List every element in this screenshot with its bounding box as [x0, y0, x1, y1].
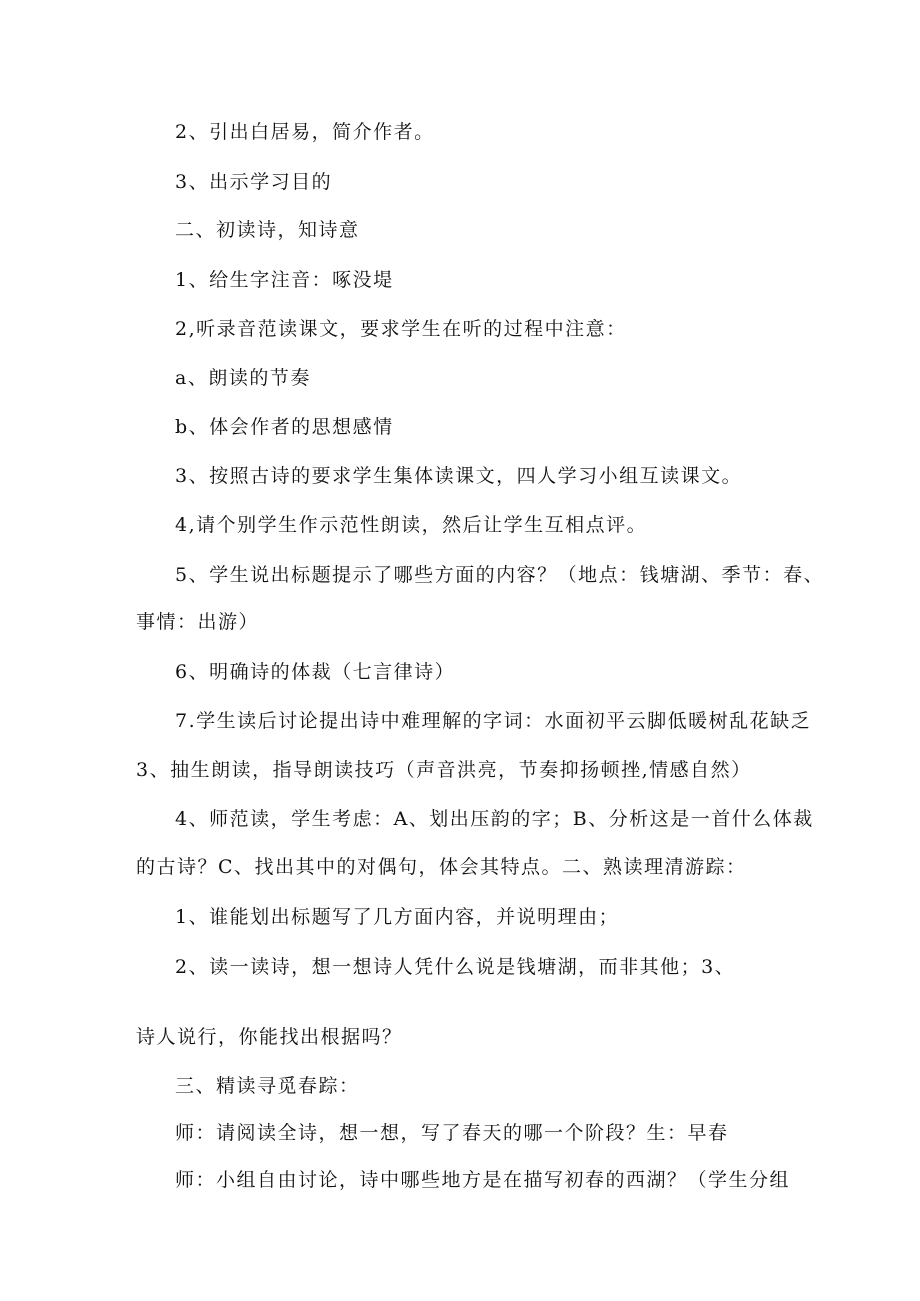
text-line: 3、出示学习目的: [175, 171, 333, 193]
text-line: 6、明确诗的体裁（七言律诗）: [175, 661, 456, 683]
text-line: 师：请阅读全诗，想一想，写了春天的哪一个阶段？生：早春: [175, 1122, 729, 1144]
text-line: 1、给生字注音：啄没堤: [175, 269, 394, 291]
section-heading: 二、初读诗，知诗意: [175, 219, 360, 241]
text-line: a、朗读的节奏: [175, 367, 311, 389]
text-line: 诗人说行，你能找出根据吗？: [136, 1026, 403, 1048]
text-line: 2、引出白居易，简介作者。: [175, 121, 435, 143]
section-heading: 三、精读寻觅春踪：: [175, 1075, 360, 1097]
text-line: 师：小组自由讨论，诗中哪些地方是在描写初春的西湖？（学生分组: [175, 1169, 791, 1191]
text-line: 5、学生说出标题提示了哪些方面的内容？（地点：钱塘湖、季节：春、: [175, 564, 825, 586]
text-line: 7.学生读后讨论提出诗中难理解的字词：水面初平云脚低暖树乱花缺乏: [175, 710, 812, 732]
text-line: 的古诗？C、找出其中的对偶句，体会其特点。二、熟读理清游踪：: [136, 856, 747, 878]
text-line: 4、师范读，学生考虑：A、划出压韵的字；B、分析这是一首什么体裁: [175, 808, 814, 830]
text-line: 3、抽生朗读，指导朗读技巧（声音洪亮，节奏抑扬顿挫,情感自然）: [136, 759, 752, 781]
text-line: 1、谁能划出标题写了几方面内容，并说明理由；: [175, 906, 620, 928]
text-line: b、体会作者的思想感情: [175, 416, 394, 438]
text-line: 4,请个别学生作示范性朗读，然后让学生互相点评。: [175, 514, 648, 536]
text-line: 2,听录音范读课文，要求学生在听的过程中注意：: [175, 318, 627, 340]
text-line: 2、读一读诗，想一想诗人凭什么说是钱塘湖，而非其他；3、: [175, 956, 736, 978]
text-line: 事情：出游）: [136, 611, 260, 633]
text-line: 3、按照古诗的要求学生集体读课文，四人学习小组互读课文。: [175, 465, 743, 487]
